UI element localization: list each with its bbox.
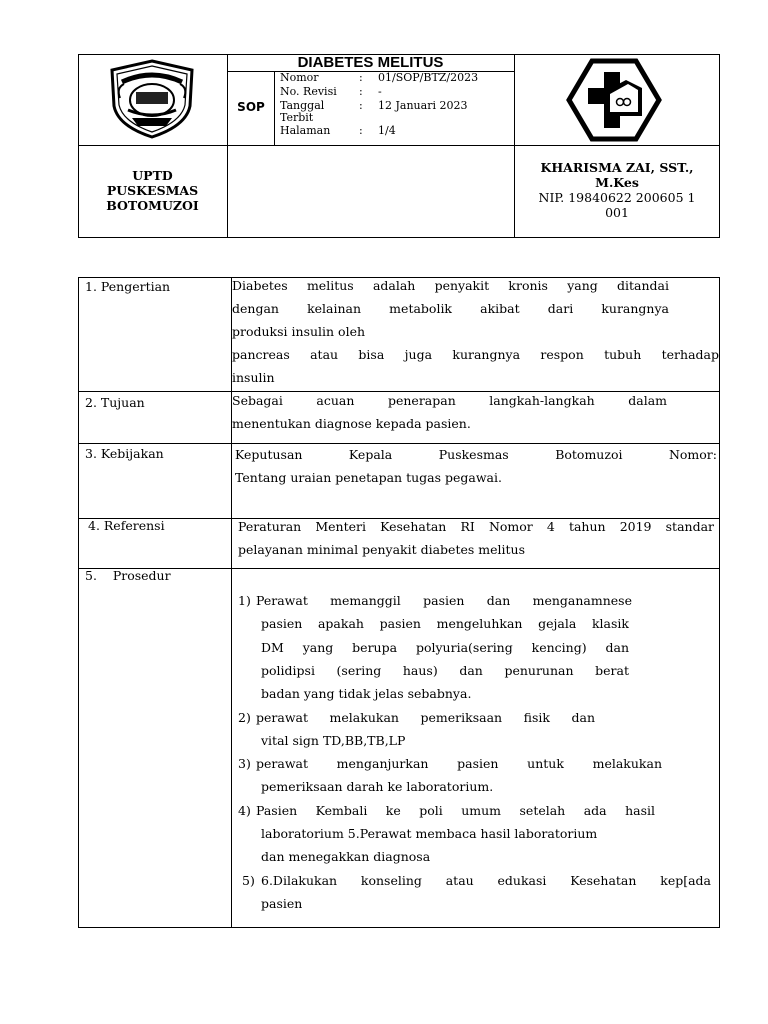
- meta-label: Terbit: [280, 111, 314, 124]
- content-line: menentukan diagnose kepada pasien.: [232, 416, 471, 431]
- section-content-tujuan: [232, 389, 667, 435]
- step-number: 5): [242, 872, 255, 888]
- step-number: 2): [238, 709, 251, 725]
- meta-label: Halaman: [280, 124, 331, 137]
- section-label-prosedur: 5. Prosedur: [85, 568, 171, 583]
- document-meta: [280, 72, 512, 144]
- meta-label: Nomor: [280, 71, 319, 84]
- step-line: DM yang berupa polyuria(sering kencing) dan: [261, 639, 629, 655]
- org-line: PUSKESMAS: [106, 183, 199, 198]
- meta-sep: :: [359, 71, 363, 84]
- section-label-kebijakan: 3. Kebijakan: [85, 446, 164, 461]
- meta-sep: :: [359, 85, 363, 98]
- document-title: DIABETES MELITUS: [297, 54, 444, 71]
- content-line: Tentang uraian penetapan tugas pegawai.: [235, 470, 502, 485]
- content-line: pancreas atau bisa juga kurangnya respon tubuh terhadap: [232, 347, 719, 362]
- meta-value: 1/4: [378, 124, 396, 137]
- section-label-tujuan: 2. Tujuan: [85, 395, 145, 410]
- content-line: insulin: [232, 370, 275, 385]
- content-line: Peraturan Menteri Kesehatan RI Nomor 4 tahun 2019 standar: [238, 519, 714, 534]
- step-line: pasien apakah pasien mengeluhkan gejala klasik: [261, 616, 629, 632]
- step-line: Perawat memanggil pasien dan menganamnese: [256, 593, 632, 608]
- regency-seal-icon: [106, 58, 198, 140]
- step-line: polidipsi (sering haus) dan penurunan berat: [261, 662, 629, 678]
- step-line: perawat menganjurkan pasien untuk melakukan: [256, 756, 662, 772]
- step-line: dan menegakkan diagnosa: [261, 849, 431, 865]
- step-line: 6.Dilakukan konseling atau edukasi Kesehatan kep[ada: [261, 872, 711, 888]
- content-line: Keputusan Kepala Puskesmas Botomuzoi Nomor:: [235, 447, 717, 462]
- content-line: Diabetes melitus adalah penyakit kronis yang ditandai: [232, 278, 669, 293]
- meta-value: 01/SOP/BTZ/2023: [378, 71, 479, 84]
- step-line: perawat melakukan pemeriksaan fisik dan: [256, 709, 595, 725]
- meta-label: No. Revisi: [280, 85, 337, 98]
- content-line: dengan kelainan metabolik akibat dari kurangnya: [232, 301, 669, 316]
- section-content-pengertian: [232, 274, 719, 389]
- organization-name: [78, 168, 227, 213]
- step-number: 3): [238, 756, 251, 772]
- org-line: BOTOMUZOI: [106, 198, 199, 213]
- step-number: 1): [238, 593, 251, 608]
- puskesmas-logo-icon: [566, 58, 662, 142]
- section-label-pengertian: 1. Pengertian: [85, 279, 171, 294]
- step-number: 4): [238, 802, 251, 818]
- step-line: pemeriksaan darah ke laboratorium.: [261, 779, 494, 795]
- meta-label: Tanggal: [280, 99, 325, 112]
- step-line: pasien: [261, 895, 303, 911]
- step-line: laboratorium 5.Perawat membaca hasil laboratorium: [261, 825, 598, 841]
- org-line: UPTD: [132, 168, 173, 183]
- signer-nip: NIP. 19840622 200605 1: [538, 190, 696, 205]
- meta-value: -: [378, 85, 382, 98]
- sop-label: SOP: [237, 100, 265, 114]
- content-line: Sebagai acuan penerapan langkah-langkah dalam: [232, 393, 667, 408]
- procedure-list: [238, 589, 716, 919]
- signer-name: M.Kes: [595, 175, 639, 190]
- meta-sep: :: [359, 124, 363, 137]
- section-content-kebijakan: [235, 443, 717, 489]
- signer-nip: 001: [605, 205, 629, 220]
- meta-sep: :: [359, 99, 363, 112]
- content-line: produksi insulin oleh: [232, 324, 366, 339]
- signer-block: [514, 160, 720, 220]
- step-line: badan yang tidak jelas sebabnya.: [261, 686, 472, 702]
- content-line: pelayanan minimal penyakit diabetes melitus: [238, 542, 525, 557]
- signer-name: KHARISMA ZAI, SST.,: [540, 160, 694, 175]
- meta-value: 12 Januari 2023: [378, 99, 468, 112]
- step-line: vital sign TD,BB,TB,LP: [261, 732, 406, 748]
- section-label-referensi: 4. Referensi: [88, 518, 165, 533]
- step-line: Pasien Kembali ke poli umum setelah ada hasil: [256, 802, 655, 818]
- section-content-referensi: [238, 515, 714, 561]
